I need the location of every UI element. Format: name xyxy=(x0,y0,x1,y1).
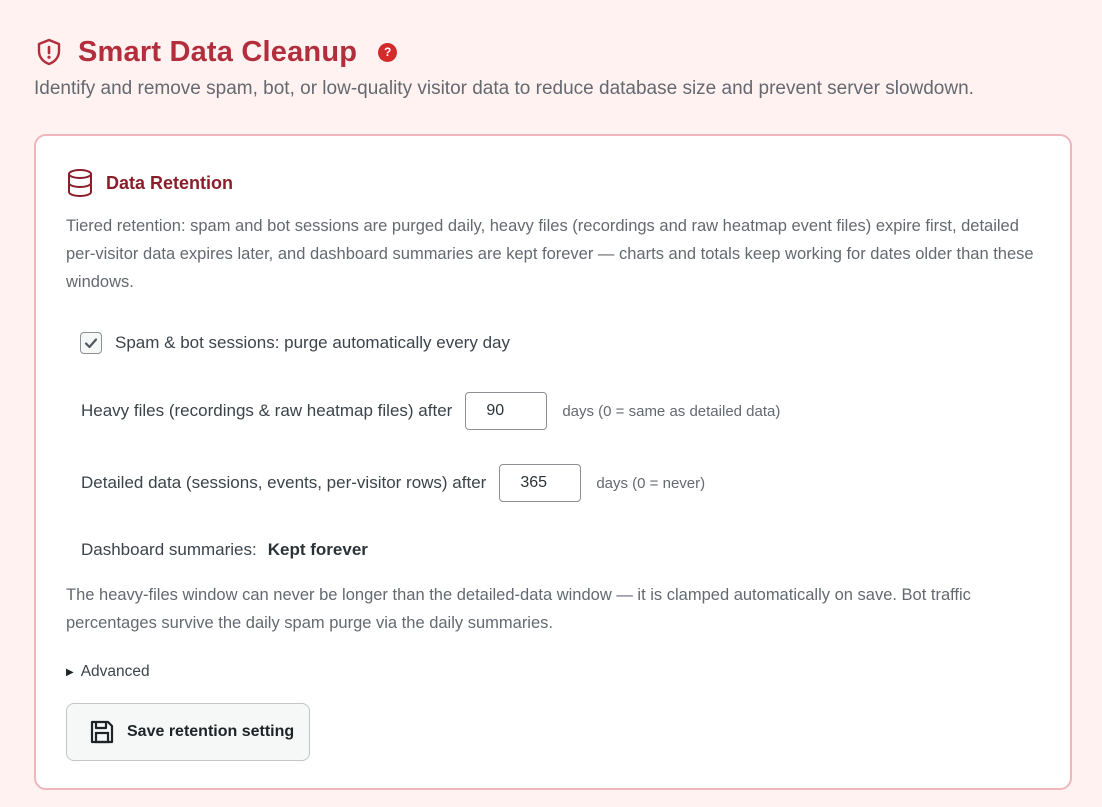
page-header xyxy=(34,30,397,74)
heavy-files-days-input[interactable] xyxy=(465,392,547,430)
heavy-files-label: Heavy files (recordings & raw heatmap files) after xyxy=(81,401,453,420)
summaries-value: Kept forever xyxy=(267,540,368,559)
detailed-data-hint: days (0 = never) xyxy=(596,474,706,492)
advanced-toggle[interactable] xyxy=(66,663,150,681)
shield-alert-icon xyxy=(34,37,64,67)
help-icon[interactable]: ? xyxy=(378,43,397,62)
data-retention-card xyxy=(34,134,1072,790)
detailed-data-days-input[interactable] xyxy=(499,464,581,502)
spam-purge-checkbox[interactable] xyxy=(80,332,102,354)
floppy-disk-icon xyxy=(88,718,116,746)
detailed-data-row xyxy=(81,464,705,502)
page-title: Smart Data Cleanup xyxy=(78,35,358,68)
spam-purge-label: Spam & bot sessions: purge automatically every day xyxy=(115,333,510,352)
summaries-label: Dashboard summaries: xyxy=(81,540,257,559)
detailed-data-label: Detailed data (sessions, events, per-visitor rows) after xyxy=(81,473,487,492)
database-icon xyxy=(66,168,94,198)
retention-note: The heavy-files window can never be longer than the detailed-data window — it is clamped automatically on save. Bot traffic percentages survive the daily spam purge via the daily summaries. xyxy=(66,586,971,632)
triangle-right-icon: ▶ xyxy=(66,666,74,678)
page-subtitle: Identify and remove spam, bot, or low-quality visitor data to reduce database size and prevent server slowdown. xyxy=(34,78,974,99)
heavy-files-row xyxy=(81,392,780,430)
spam-purge-option[interactable] xyxy=(80,332,510,354)
card-header xyxy=(66,168,233,198)
save-retention-button[interactable] xyxy=(66,703,310,761)
card-title: Data Retention xyxy=(106,172,234,193)
checkmark-icon xyxy=(83,335,99,351)
heavy-files-hint: days (0 = same as detailed data) xyxy=(562,402,781,420)
save-button-label: Save retention setting xyxy=(127,723,295,740)
dashboard-summaries-row xyxy=(81,540,368,560)
advanced-label: Advanced xyxy=(80,663,150,680)
retention-description: Tiered retention: spam and bot sessions are purged daily, heavy files (recordings and raw heatmap event files) expire first, detailed per-visitor data expires later, and dashboard summaries are kept forever — charts and totals keep working for dates older than these windows. xyxy=(66,217,1034,291)
